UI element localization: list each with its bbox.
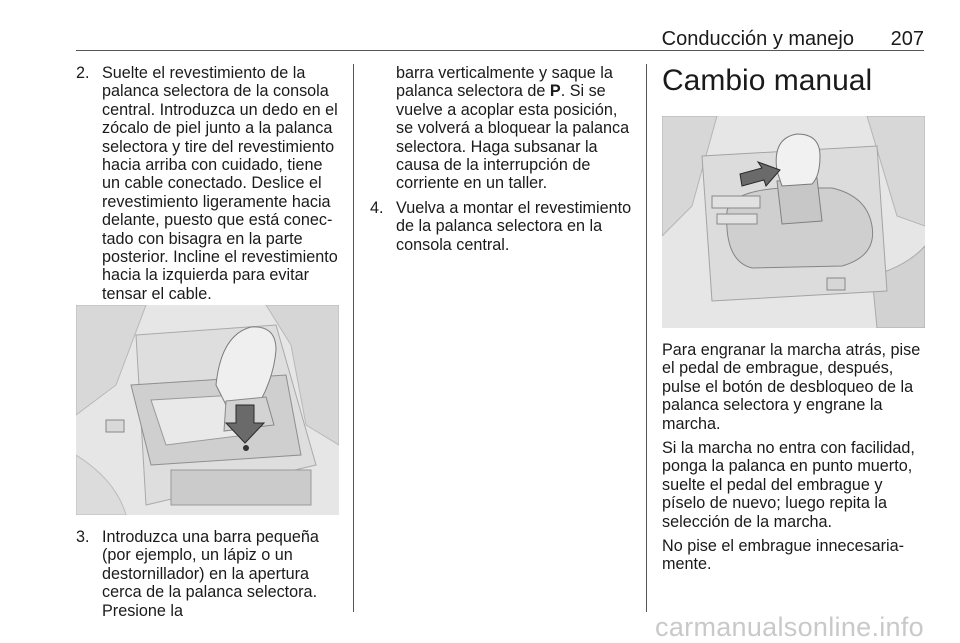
step-text: Vuelva a montar el revestimiento de la palanca selectora en la consola central. bbox=[396, 198, 632, 254]
gear-position-p: P bbox=[549, 82, 561, 101]
step-4 bbox=[370, 199, 632, 254]
step-3-continuation bbox=[370, 64, 632, 193]
column-divider-1 bbox=[353, 64, 354, 612]
step-number: 2. bbox=[76, 64, 90, 82]
paragraph-gear-difficulty: Si la marcha no entra con facilidad, ponga la palanca en punto muerto, suelte el pedal del embrague y píselo de nuevo; luego repita la selección de la marcha. bbox=[662, 439, 915, 531]
page-number: 207 bbox=[890, 28, 924, 50]
column-2 bbox=[370, 64, 632, 260]
manual-gear-lever-drawing bbox=[662, 116, 925, 328]
step-2 bbox=[76, 64, 342, 303]
column-3 bbox=[662, 64, 927, 98]
continuation-text-end: . Si se vuelve a acoplar esta posición, se volverá a bloquear la palanca selectora. Haga subsanar la causa de la interrupción de corriente en un taller. bbox=[396, 82, 630, 193]
paragraph-reverse-gear: Para engranar la marcha atrás, pise el pedal de embrague, después, pulse el botón de desbloqueo de la palanca selectora y engrane la marcha. bbox=[662, 341, 921, 433]
column-1-lower bbox=[76, 528, 342, 626]
column-1 bbox=[76, 64, 342, 309]
continuation-text: barra verticalmente y saque la palanca selectora de bbox=[396, 64, 613, 101]
step-text: Suelte el revestimiento de la palanca selectora de la consola central. Introduzca un dedo en el zócalo de piel junto a la palanca selectora y tire del revestimiento hacia arriba con cuidado, tiene un cable conectado. Deslice el revestimiento ligeramente hacia delante, puesto que está conectado con bisagra en la parte posterior. Incline el revestimiento hacia la izquierda para evitar tensar el cable. bbox=[102, 64, 338, 303]
step-text: Introduzca una barra pequeña (por ejemplo, un lápiz o un destornillador) en la apertura cerca de la palanca selectora. Presione la bbox=[102, 528, 319, 620]
page-header bbox=[76, 28, 924, 52]
section-title: Cambio manual bbox=[662, 64, 873, 97]
column-3-text bbox=[662, 341, 927, 580]
automatic-shifter-illustration bbox=[76, 305, 339, 515]
paragraph-clutch-advice: No pise el embrague innecesariamente. bbox=[662, 537, 905, 574]
step-number: 4. bbox=[370, 198, 384, 217]
column-divider-2 bbox=[646, 64, 647, 612]
step-number: 3. bbox=[76, 528, 90, 546]
step-3 bbox=[76, 528, 342, 620]
watermark: carmanualsonline.info bbox=[655, 612, 924, 642]
manual-shifter-illustration bbox=[662, 116, 925, 328]
shifter-trim-removal-drawing bbox=[76, 305, 339, 515]
running-title: Conducción y manejo bbox=[661, 28, 854, 50]
header-rule bbox=[76, 50, 924, 51]
